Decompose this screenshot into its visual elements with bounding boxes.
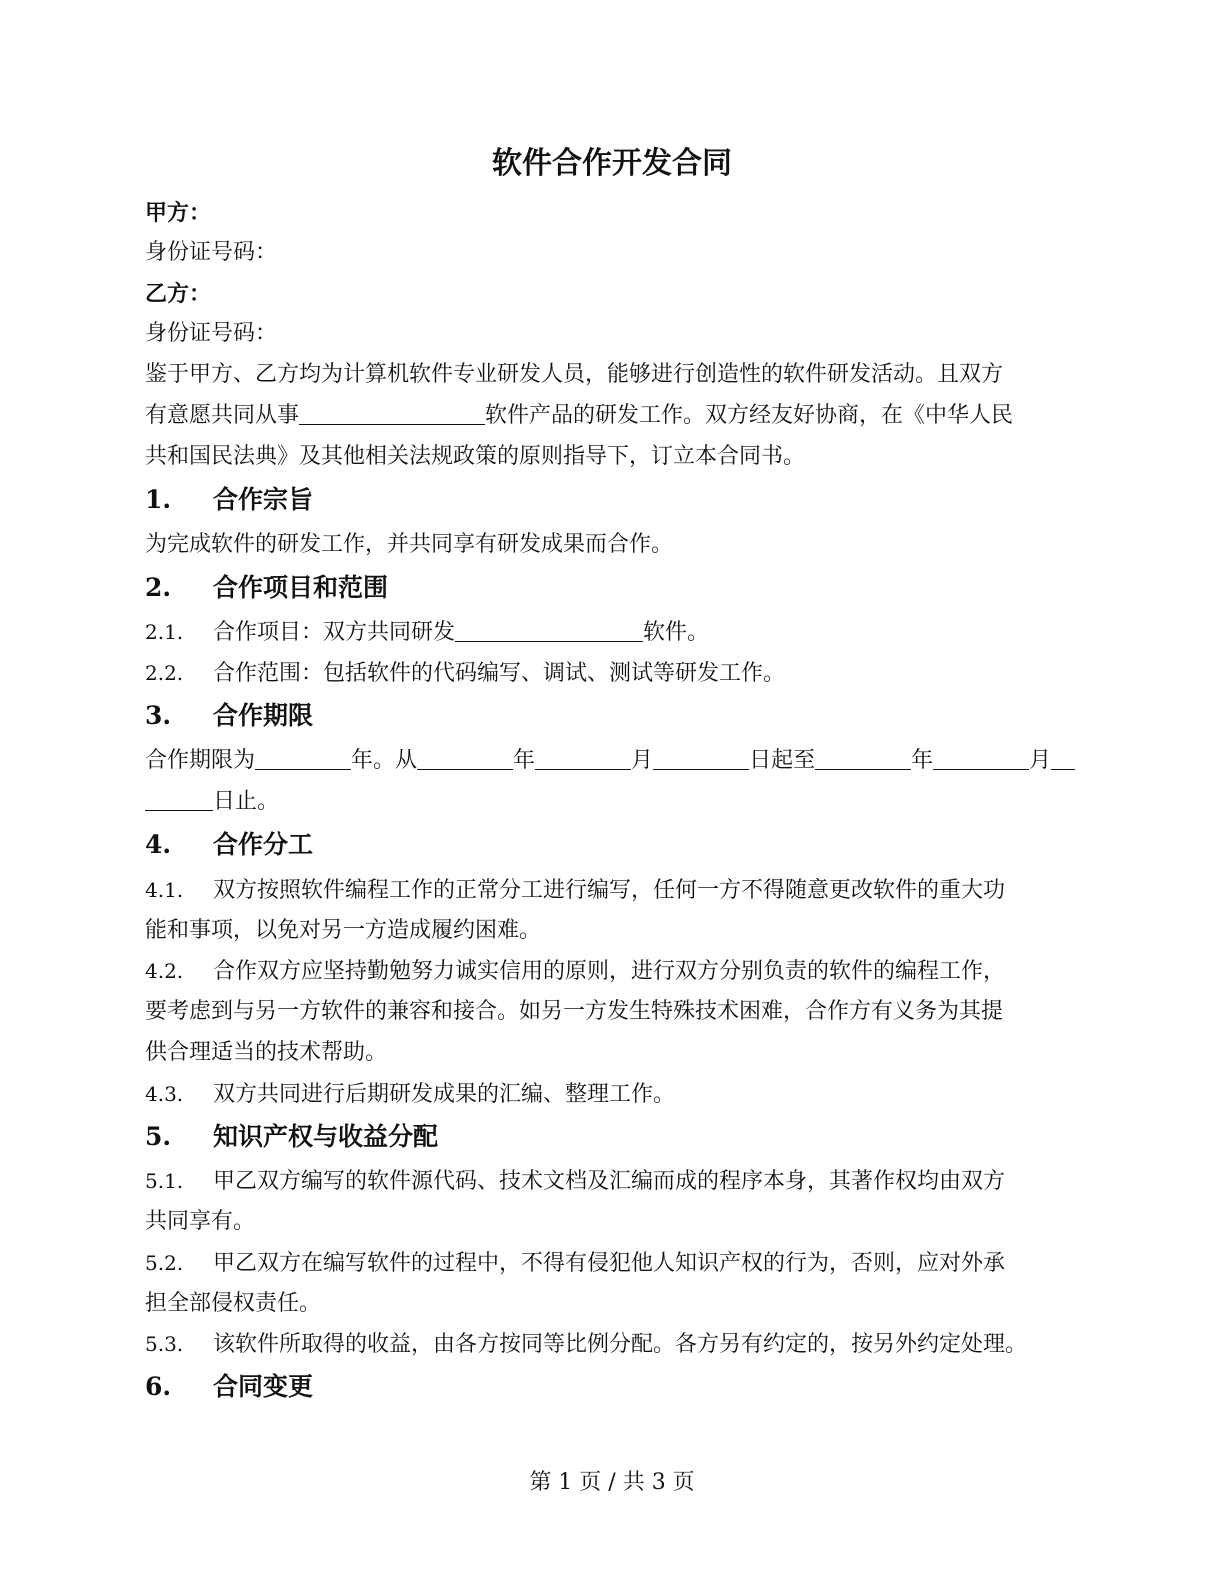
term-text: 年 xyxy=(513,748,536,773)
clause-4-2-line-1 xyxy=(145,956,1005,987)
clause-number: 4.1. xyxy=(145,878,184,902)
term-text: 年。从 xyxy=(351,748,418,773)
preamble-line-3: 共和国民法典》及其他相关法规政策的原则指导下，订立本合同书。 xyxy=(145,444,806,469)
clause-4-1-line-1 xyxy=(145,875,1005,906)
section-1-heading xyxy=(145,484,313,516)
clause-5-2-line-1 xyxy=(145,1248,1005,1279)
software-name-blank[interactable] xyxy=(455,619,643,642)
term-text: 年 xyxy=(911,748,934,773)
clause-text: 合作范围：包括软件的代码编写、调试、测试等研发工作。 xyxy=(213,661,786,686)
section-number: 3. xyxy=(145,701,172,730)
term-line-2 xyxy=(145,787,279,817)
start-year-blank[interactable] xyxy=(417,747,513,770)
preamble-text-a: 有意愿共同从事 xyxy=(145,403,300,428)
party-b-label: 乙方： xyxy=(145,281,212,307)
clause-5-3 xyxy=(145,1329,1027,1360)
end-day-blank[interactable] xyxy=(1051,747,1075,770)
section-1-text: 为完成软件的研发工作，并共同享有研发成果而合作。 xyxy=(145,532,674,557)
clause-number: 2.2. xyxy=(145,661,184,685)
party-b-id-label: 身份证号码： xyxy=(145,321,278,346)
clause-4-3 xyxy=(145,1079,675,1110)
start-day-blank[interactable] xyxy=(653,747,749,770)
section-title: 合作期限 xyxy=(213,701,314,730)
clause-text-b: 软件。 xyxy=(643,620,710,645)
preamble-text-b: 软件产品的研发工作。双方经友好协商，在《中华人民 xyxy=(485,403,1014,428)
clause-5-1-line-1 xyxy=(145,1166,1005,1197)
section-4-heading xyxy=(145,829,313,861)
clause-number: 5.3. xyxy=(145,1332,184,1356)
document-title: 软件合作开发合同 xyxy=(492,146,732,181)
section-number: 6. xyxy=(145,1372,172,1401)
clause-text: 双方按照软件编程工作的正常分工进行编写，任何一方不得随意更改软件的重大功 xyxy=(213,878,1006,903)
product-blank[interactable] xyxy=(299,402,485,425)
clause-2-1 xyxy=(145,617,709,648)
preamble-line-2 xyxy=(145,401,1013,431)
clause-number: 4.2. xyxy=(145,959,184,983)
section-2-heading xyxy=(145,572,388,604)
term-line-1 xyxy=(145,746,1075,776)
section-number: 4. xyxy=(145,830,172,859)
term-text: 合作期限为 xyxy=(145,748,256,773)
section-5-heading xyxy=(145,1121,438,1153)
section-number: 5. xyxy=(145,1122,172,1151)
section-title: 知识产权与收益分配 xyxy=(213,1122,439,1151)
page-footer: 第 1 页 / 共 3 页 xyxy=(529,1470,695,1495)
clause-number: 4.3. xyxy=(145,1082,184,1106)
section-number: 1. xyxy=(145,485,172,514)
clause-2-2 xyxy=(145,658,785,689)
clause-4-2-line-2: 要考虑到与另一方软件的兼容和接合。如另一方发生特殊技术困难，合作方有义务为其提 xyxy=(145,999,1004,1024)
clause-text: 甲乙双方编写的软件源代码、技术文档及汇编而成的程序本身，其著作权均由双方 xyxy=(213,1169,1006,1194)
clause-5-1-line-2: 共同享有。 xyxy=(145,1209,256,1234)
clause-text: 甲乙双方在编写软件的过程中，不得有侵犯他人知识产权的行为，否则，应对外承 xyxy=(213,1251,1006,1276)
clause-text: 合作双方应坚持勤勉努力诚实信用的原则，进行双方分别负责的软件的编程工作， xyxy=(213,959,1006,984)
clause-4-1-line-2: 能和事项，以免对另一方造成履约困难。 xyxy=(145,918,542,943)
preamble-line-1: 鉴于甲方、乙方均为计算机软件专业研发人员，能够进行创造性的软件研发活动。且双方 xyxy=(145,362,1004,387)
clause-number: 2.1. xyxy=(145,620,184,644)
term-text: 日起至 xyxy=(749,748,816,773)
section-6-heading xyxy=(145,1371,313,1403)
term-text: 日止。 xyxy=(213,789,280,814)
term-text: 月 xyxy=(1029,748,1052,773)
clause-text: 该软件所取得的收益，由各方按同等比例分配。各方另有约定的，按另外约定处理。 xyxy=(213,1332,1028,1357)
clause-number: 5.1. xyxy=(145,1169,184,1193)
section-title: 合同变更 xyxy=(213,1372,314,1401)
section-title: 合作分工 xyxy=(213,830,314,859)
clause-text-a: 合作项目：双方共同研发 xyxy=(213,620,456,645)
start-month-blank[interactable] xyxy=(535,747,631,770)
party-a-label: 甲方： xyxy=(145,200,212,226)
clause-5-2-line-2: 担全部侵权责任。 xyxy=(145,1291,322,1316)
party-a-id-label: 身份证号码： xyxy=(145,240,278,265)
section-title: 合作宗旨 xyxy=(213,485,314,514)
clause-number: 5.2. xyxy=(145,1251,184,1275)
section-title: 合作项目和范围 xyxy=(213,573,389,602)
clause-text: 双方共同进行后期研发成果的汇编、整理工作。 xyxy=(213,1082,676,1107)
end-day-blank-cont[interactable] xyxy=(145,788,213,811)
term-years-blank[interactable] xyxy=(255,747,351,770)
section-3-heading xyxy=(145,700,313,732)
end-month-blank[interactable] xyxy=(933,747,1029,770)
term-text: 月 xyxy=(631,748,654,773)
section-number: 2. xyxy=(145,573,172,602)
end-year-blank[interactable] xyxy=(815,747,911,770)
clause-4-2-line-3: 供合理适当的技术帮助。 xyxy=(145,1040,388,1065)
